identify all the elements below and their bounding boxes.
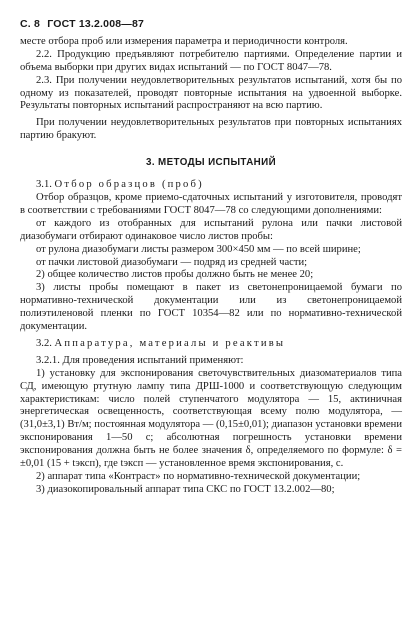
clause-3-1-title: Отбор образцов (проб) — [54, 179, 204, 191]
clause-3-2-1-item-2: 2) аппарат типа «Контраст» по нормативно-технической документации; — [36, 471, 361, 482]
page-header — [20, 18, 402, 31]
clause-3-1-item-1b: от пачки листовой диазобумаги — подряд из средней части; — [36, 256, 308, 268]
standard-code: ГОСТ 13.2.008—87 — [47, 18, 145, 30]
clause-2-2: 2.2. Продукцию предъявляют потребителю партиями. Определение партии и объема выборки при других видах испытаний — по ГОСТ 8047—78. — [20, 48, 402, 73]
clause-3-2-1-item-3: 3) диазокопировальный аппарат типа СКС по ГОСТ 13.2.002—80; — [36, 483, 335, 495]
paragraph-continuation: месте отбора проб или измерения параметра и периодичности контроля. — [20, 35, 348, 47]
clause-3-2-1: 3.2.1. Для проведения испытаний применяют: — [36, 354, 244, 366]
clause-3-1-heading — [20, 179, 402, 192]
clause-3-1-item-2: 2) общее количество листов пробы должно быть не менее 20; — [36, 269, 314, 281]
clause-3-1-number: 3.1. — [36, 179, 52, 191]
clause-3-2-number: 3.2. — [36, 337, 52, 349]
clause-3-2-heading — [20, 338, 402, 351]
clause-3-1-item-1: от каждого из отобранных для испытаний рулона или пачки листовой диазобумаги отбирают одинаковое число листов пробы: — [20, 217, 402, 242]
clause-2-3: 2.3. При получении неудовлетворительных результатов испытаний, хотя бы по одному из показателей, проводят повторные испытания на удвоенной выборке. Результаты повторных испытаний распространяют на всю партию. — [20, 74, 402, 112]
clause-3-1-text: Отбор образцов, кроме приемо-сдаточных испытаний у изготовителя, проводят в соответствии с требованиями ГОСТ 8047—78 со следующими дополнениями: — [20, 191, 402, 216]
clause-2-3-note: При получении неудовлетворительных результатов при повторных испытаниях партию бракуют. — [20, 117, 402, 142]
clause-3-1-item-3: 3) листы пробы помещают в пакет из светонепроницаемой бумаги по нормативно-технической документации или из светонепроницаемой полиэтиленовой пленки по ГОСТ 10354—82 или по нормативно-технической документации. — [20, 282, 402, 333]
clause-3-2-1-item-1: 1) установку для экспонирования светочувствительных диазоматериалов типа СД, имеющую ртутную лампу типа ДРШ-1000 и соответствующую следующим характеристикам: число полей ступенчатого модулятора — 15, актиничная энергетическая освещенность, соответствующая всему полю модулятора, — (31,0±3,1) Вт/м; постоянная модулятора — (0,15±0,01); диапазон установки времени экспонирования 1—50 с; абсолютная погрешность установки времени экспонирования должна быть не более значения δ, определяемого по формуле: δ = ±0,01 (15 + tэксп), где tэксп — установленное время экспонирования, с. — [20, 367, 402, 470]
section-title: 3. МЕТОДЫ ИСПЫТАНИЙ — [145, 157, 277, 169]
page-number: С. 8 — [20, 18, 41, 30]
clause-3-2-title: Аппаратура, материалы и реактивы — [54, 337, 286, 349]
clause-3-1-item-1a: от рулона диазобумаги листы размером 300×450 мм — по всей ширине; — [36, 243, 361, 255]
